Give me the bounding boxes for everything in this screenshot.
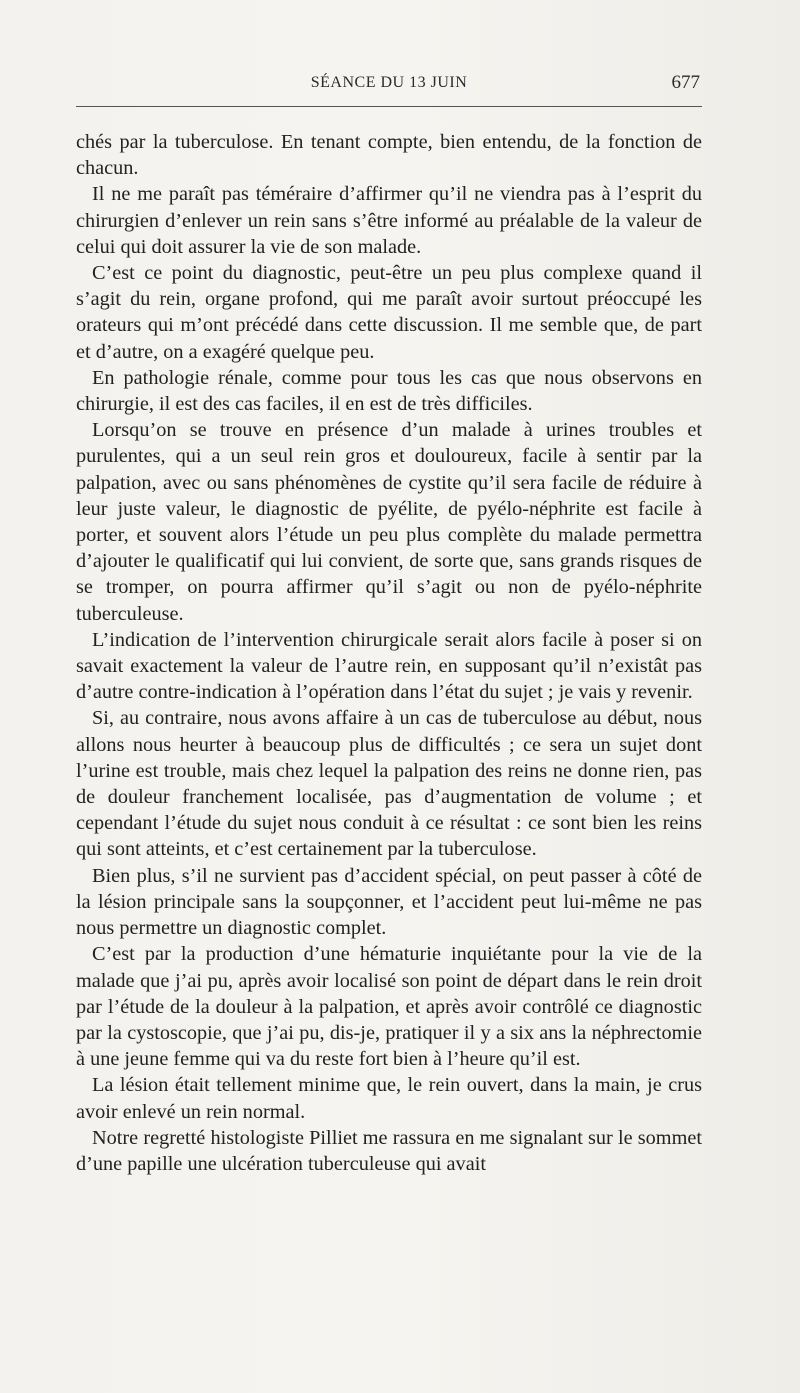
paragraph: C’est par la production d’une hématurie inquiétante pour la vie de la malade que j’ai pu, après avoir localisé son point de départ dans le rein droit par l’étude de la douleur à la palpation, et après avoir contrôlé ce diagnostic par la cystoscopie, que j’ai pu, dis-je, pratiquer il y a six ans la néphrectomie à une jeune femme qui va du reste fort bien à l’heure qu’il est. [76,943,702,1071]
paragraph: C’est ce point du diagnostic, peut-être un peu plus complexe quand il s’agit du rein, organe profond, qui me paraît avoir surtout préoccupé les orateurs qui m’ont précédé dans cette discussion. Il me semble que, de part et d’autre, on a exagéré quelque peu. [76,262,702,363]
paragraph: chés par la tuberculose. En tenant compte, bien entendu, de la fonction de chacun. [76,131,702,180]
paragraph: Bien plus, s’il ne survient pas d’accident spécial, on peut passer à côté de la lésion principale sans la soupçonner, et l’accident peut lui-même ne pas nous permettre un diagnostic complet. [76,864,702,940]
page-header [76,72,702,98]
paragraph: Il ne me paraît pas téméraire d’affirmer qu’il ne viendra pas à l’esprit du chirurgien d’enlever un rein sans s’être informé au préalable de la valeur de celui qui doit assurer la vie de son malade. [76,183,702,258]
paragraph: Notre regretté histologiste Pilliet me rassura en me signalant sur le sommet d’une papille une ulcération tuberculeuse qui avait [76,1126,702,1175]
paragraph: La lésion était tellement minime que, le rein ouvert, dans la main, je crus avoir enlevé un rein normal. [76,1074,702,1123]
body-text [76,129,702,1177]
paragraph: Lorsqu’on se trouve en présence d’un malade à urines troubles et purulentes, qui a un seul rein gros et douloureux, facile à sentir par la palpation, avec ou sans phénomènes de cystite qu’il sera facile de réduire à leur juste valeur, le diagnostic de pyélite, de pyélo-néphrite est facile à porter, et souvent alors l’étude un peu plus complète du malade permettra d’ajouter le qualificatif qui lui convient, de sorte que, sans grands risques de se tromper, on pourra affirmer qu’il s’agit ou non de pyélo-néphrite tuberculeuse. [76,419,702,625]
paragraph: En pathologie rénale, comme pour tous les cas que nous observons en chirurgie, il est des cas faciles, il en est de très difficiles. [76,366,702,416]
paragraph: Si, au contraire, nous avons affaire à un cas de tuberculose au début, nous allons nous heurter à beaucoup plus de difficultés ; ce sera un sujet dont l’urine est trouble, mais chez lequel la palpation des reins ne donne rien, pas de douleur franchement localisée, pas d’augmentation de volume ; et cependant l’étude du sujet nous conduit à ce résultat : ce sont bien les reins qui sont atteints, et c’est certainement par la tuberculose. [76,707,702,861]
running-head: SÉANCE DU 13 JUIN [310,74,468,91]
paragraph: L’indication de l’intervention chirurgicale serait alors facile à poser si on savait exactement la valeur de l’autre rein, en supposant qu’il n’existât pas d’autre contre-indication à l’opération dans l’état du sujet ; je vais y revenir. [76,628,702,704]
header-rule [76,106,702,107]
page-number: 677 [671,72,700,93]
